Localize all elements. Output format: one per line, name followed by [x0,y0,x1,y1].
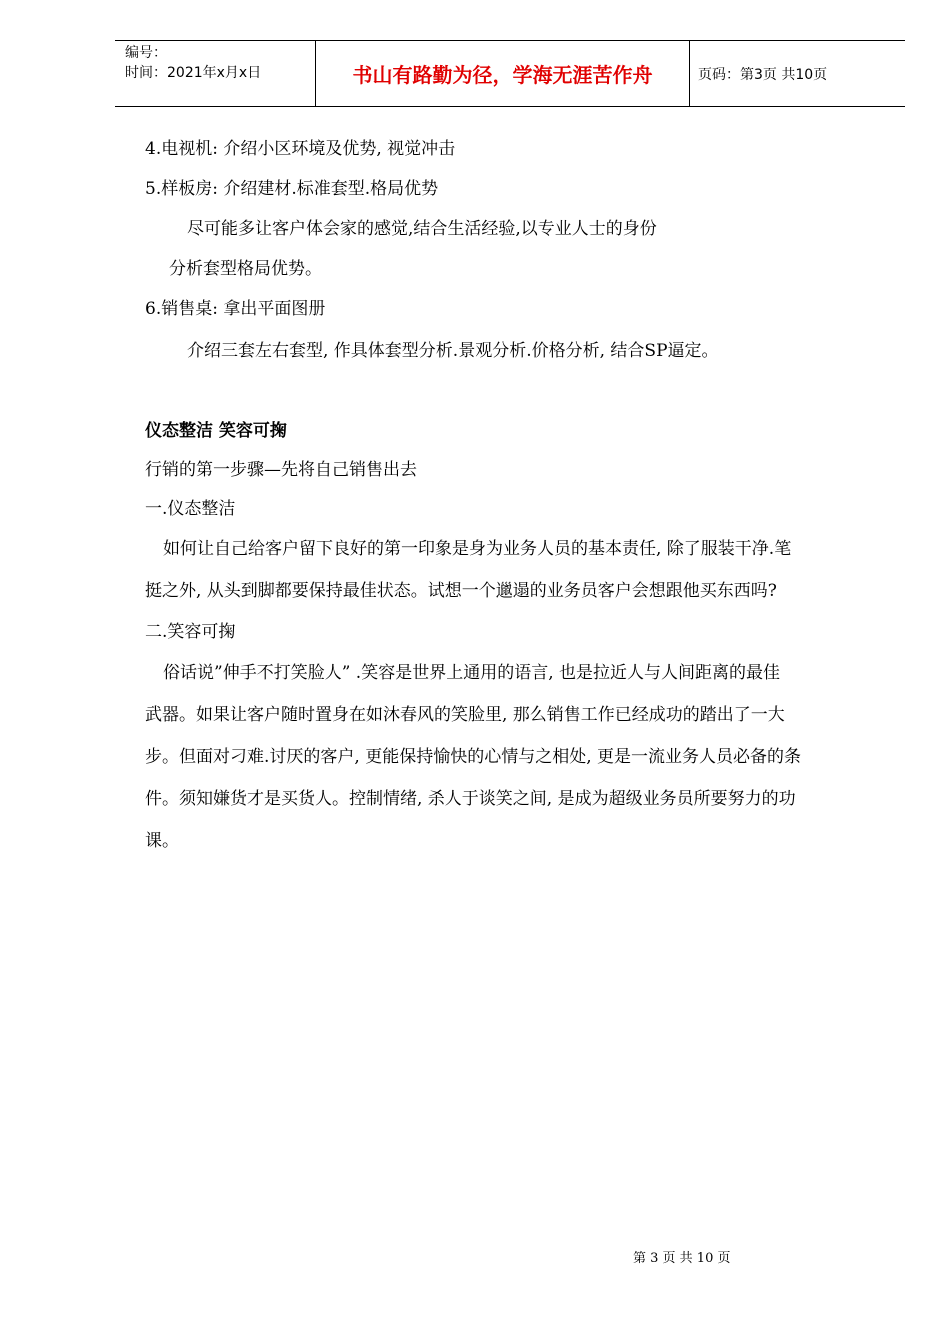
header-page-info: 页码：第3页 共10页 [698,66,828,83]
subheading-smile: 二.笑容可掬 [145,622,236,642]
paragraph-appearance-2: 挺之外, 从头到脚都要保持最佳状态。试想一个邋遢的业务员客户会想跟他买东西吗? [145,581,777,601]
paragraph-model-room-2: 分析套型格局优势。 [169,259,322,279]
paragraph-smile-2: 武器。如果让客户随时置身在如沐春风的笑脸里, 那么销售工作已经成功的踏出了一大 [145,705,785,725]
paragraph-smile-3: 步。但面对刁难.讨厌的客户, 更能保持愉快的心情与之相处, 更是一流业务人员必备的条 [145,747,802,767]
section-heading: 仪态整洁 笑容可掬 [145,421,287,441]
item-model-room: 5.样板房: 介绍建材.标准套型.格局优势 [145,179,439,199]
paragraph-smile-5: 课。 [145,831,179,851]
page-footer: 第 3 页 共 10 页 [633,1251,731,1266]
header-meta [115,41,316,106]
item-sales-desk: 6.销售桌: 拿出平面图册 [145,299,326,319]
header-motto: 书山有路勤为径，学海无涯苦作舟 [316,41,690,106]
paragraph-model-room-1: 尽可能多让客户体会家的感觉,结合生活经验,以专业人士的身份 [187,219,657,239]
paragraph-sales-desk: 介绍三套左右套型, 作具体套型分析.景观分析.价格分析, 结合SP逼定。 [187,341,719,361]
page-header [115,40,905,107]
subheading-appearance: 一.仪态整洁 [145,499,236,519]
paragraph-appearance-1: 如何让自己给客户留下良好的第一印象是身为业务人员的基本责任, 除了服装干净.笔 [163,539,792,559]
header-time-label: 时间：2021年x月x日 [125,65,262,81]
header-number-label: 编号： [125,45,167,61]
paragraph-smile-1: 俗话说”伸手不打笑脸人” .笑容是世界上通用的语言, 也是拉近人与人间距离的最佳 [163,663,780,683]
item-tv: 4.电视机: 介绍小区环境及优势, 视觉冲击 [145,139,456,159]
section-subtitle: 行销的第一步骤—先将自己销售出去 [145,460,417,480]
paragraph-smile-4: 件。须知嫌货才是买货人。控制情绪, 杀人于谈笑之间, 是成为超级业务员所要努力的功 [145,789,796,809]
